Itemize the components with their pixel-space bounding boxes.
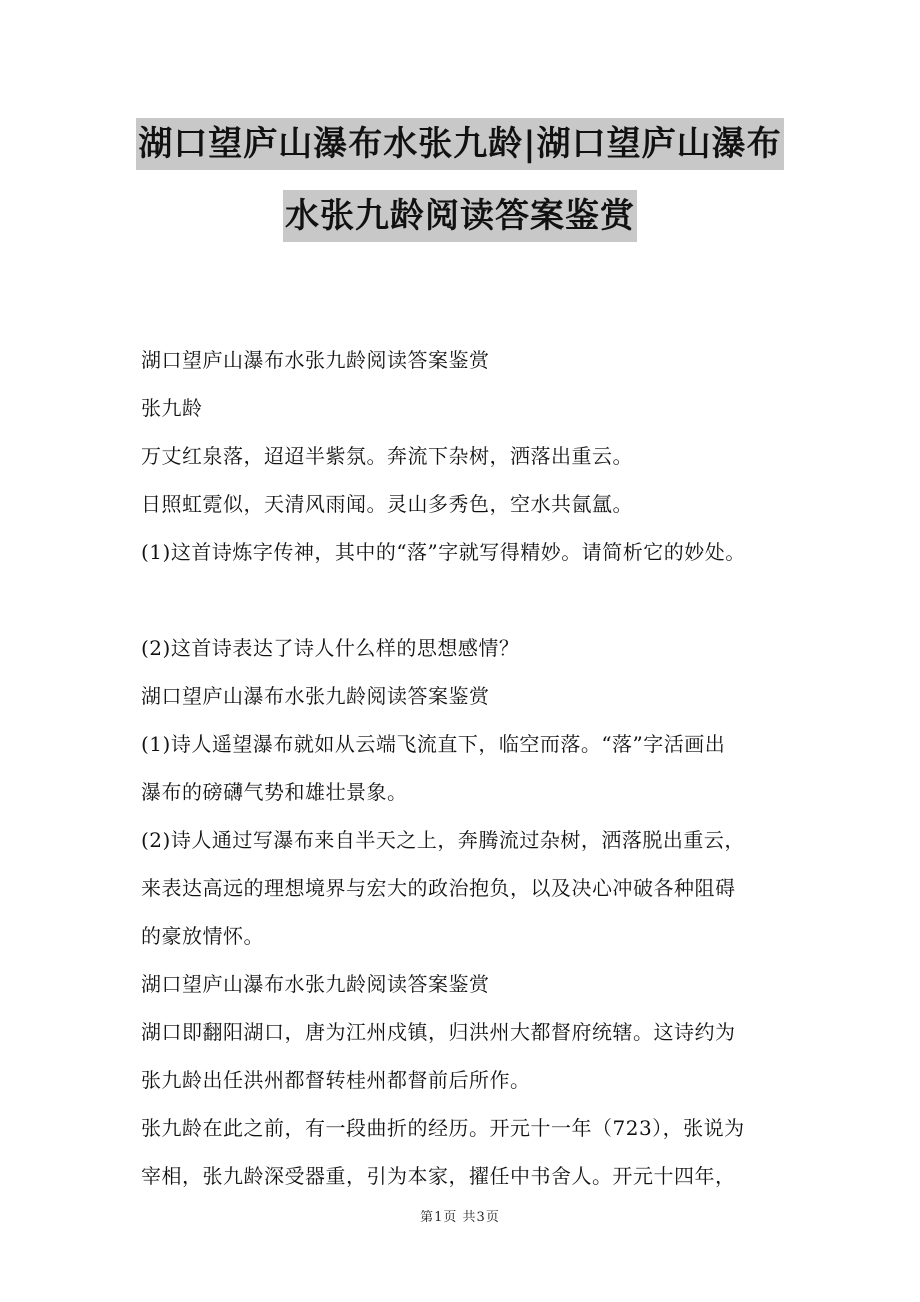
paragraph: 瀑布的磅礴气势和雄壮景象。 bbox=[141, 780, 408, 804]
paragraph: (1)这首诗炼字传神，其中的“落”字就写得精妙。请简析它的妙处。 bbox=[141, 540, 746, 564]
paragraph: 万丈红泉落，迢迢半紫氛。奔流下杂树，洒落出重云。 bbox=[141, 444, 633, 468]
title-line-1: 湖口望庐山瀑布水张九龄|湖口望庐山瀑布 bbox=[136, 118, 783, 170]
paragraph: 湖口即翻阳湖口，唐为江州戍镇，归洪州大都督府统辖。这诗约为 bbox=[141, 1020, 736, 1044]
paragraph: 张九龄在此之前，有一段曲折的经历。开元十一年（723），张说为 bbox=[141, 1116, 745, 1140]
paragraph: 的豪放情怀。 bbox=[141, 924, 264, 948]
title-line-2: 水张九龄阅读答案鉴赏 bbox=[283, 190, 637, 242]
paragraph: 宰相，张九龄深受器重，引为本家，擢任中书舍人。开元十四年， bbox=[141, 1164, 736, 1188]
paragraph: (2)诗人通过写瀑布来自半天之上，奔腾流过杂树，洒落脱出重云， bbox=[141, 828, 745, 852]
document-body bbox=[141, 336, 841, 1200]
paragraph: (1)诗人遥望瀑布就如从云端飞流直下，临空而落。“落”字活画出 bbox=[141, 732, 726, 756]
paragraph: 湖口望庐山瀑布水张九龄阅读答案鉴赏 bbox=[141, 684, 490, 708]
document-title bbox=[0, 118, 920, 242]
page-footer: 第1页 共3页 bbox=[420, 1210, 500, 1225]
paragraph: 湖口望庐山瀑布水张九龄阅读答案鉴赏 bbox=[141, 348, 490, 372]
paragraph: (2)这首诗表达了诗人什么样的思想感情？ bbox=[141, 636, 520, 660]
paragraph: 张九龄出任洪州都督转桂州都督前后所作。 bbox=[141, 1068, 531, 1092]
paragraph: 张九龄 bbox=[141, 396, 203, 420]
paragraph: 来表达高远的理想境界与宏大的政治抱负，以及决心冲破各种阻碍 bbox=[141, 876, 736, 900]
paragraph: 湖口望庐山瀑布水张九龄阅读答案鉴赏 bbox=[141, 972, 490, 996]
paragraph: 日照虹霓似，天清风雨闻。灵山多秀色，空水共氤氲。 bbox=[141, 492, 633, 516]
